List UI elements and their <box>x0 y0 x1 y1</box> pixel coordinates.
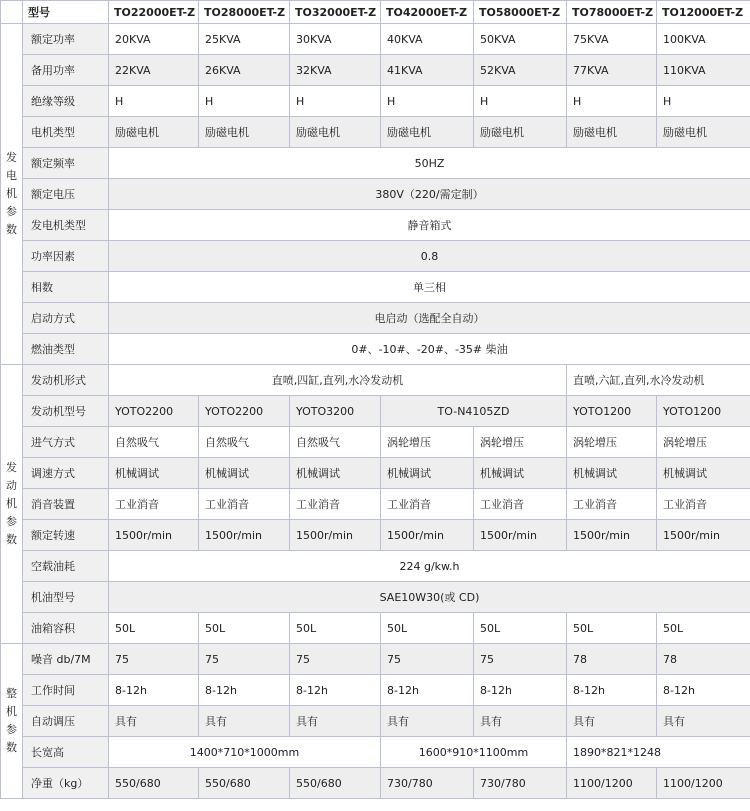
table-cell: 50KVA <box>474 24 567 55</box>
model-header: TO12000ET-Z <box>657 1 750 24</box>
table-cell: H <box>290 86 381 117</box>
table-cell: 1100/1200 <box>567 768 657 799</box>
table-cell: 涡轮增压 <box>657 427 750 458</box>
table-cell: 224 g/kw.h <box>109 551 750 582</box>
table-row <box>1 582 750 613</box>
table-cell: 730/780 <box>474 768 567 799</box>
table-cell: 工业消音 <box>381 489 474 520</box>
row-label: 进气方式 <box>23 427 109 458</box>
table-row <box>1 272 750 303</box>
table-row <box>1 24 750 55</box>
table-cell: 32KVA <box>290 55 381 86</box>
table-cell: 550/680 <box>199 768 290 799</box>
table-cell: 具有 <box>199 706 290 737</box>
table-cell: 30KVA <box>290 24 381 55</box>
table-cell: 具有 <box>109 706 199 737</box>
section-machine <box>1 644 23 799</box>
table-cell: H <box>567 86 657 117</box>
table-row <box>1 148 750 179</box>
row-label: 额定功率 <box>23 24 109 55</box>
table-cell: 8-12h <box>474 675 567 706</box>
row-label: 发电机类型 <box>23 210 109 241</box>
table-cell: 8-12h <box>199 675 290 706</box>
table-cell: 励磁电机 <box>657 117 750 148</box>
table-cell: 励磁电机 <box>474 117 567 148</box>
table-row <box>1 706 750 737</box>
row-label: 绝缘等级 <box>23 86 109 117</box>
row-label: 额定转速 <box>23 520 109 551</box>
table-cell: 涡轮增压 <box>567 427 657 458</box>
table-row <box>1 489 750 520</box>
header-row <box>1 1 750 24</box>
table-cell: 8-12h <box>567 675 657 706</box>
table-cell: 工业消音 <box>199 489 290 520</box>
table-cell: 22KVA <box>109 55 199 86</box>
table-cell: 1400*710*1000mm <box>109 737 381 768</box>
table-cell: 78 <box>657 644 750 675</box>
table-cell: 1500r/min <box>567 520 657 551</box>
table-cell: 50L <box>567 613 657 644</box>
table-cell: 52KVA <box>474 55 567 86</box>
table-cell: 50L <box>381 613 474 644</box>
row-label: 净重（kg） <box>23 768 109 799</box>
table-cell: YOTO1200 <box>567 396 657 427</box>
table-cell: 机械调试 <box>381 458 474 489</box>
table-cell: 机械调试 <box>199 458 290 489</box>
table-cell: 直喷,六缸,直列,水冷发动机 <box>567 365 750 396</box>
table-cell: 1500r/min <box>290 520 381 551</box>
table-cell: 工业消音 <box>474 489 567 520</box>
section-label: 整机参数 <box>6 687 17 754</box>
table-cell: 自然吸气 <box>109 427 199 458</box>
table-cell: 具有 <box>381 706 474 737</box>
row-label: 燃油类型 <box>23 334 109 365</box>
table-cell: YOTO1200 <box>657 396 750 427</box>
table-cell: 1500r/min <box>657 520 750 551</box>
table-row <box>1 768 750 799</box>
table-cell: 静音箱式 <box>109 210 750 241</box>
row-label: 机油型号 <box>23 582 109 613</box>
table-cell: 75 <box>290 644 381 675</box>
row-label: 功率因素 <box>23 241 109 272</box>
table-cell: 机械调试 <box>657 458 750 489</box>
table-cell: 涡轮增压 <box>381 427 474 458</box>
row-label: 电机类型 <box>23 117 109 148</box>
table-cell: 1500r/min <box>381 520 474 551</box>
model-label: 型号 <box>23 1 109 24</box>
table-cell: 550/680 <box>290 768 381 799</box>
table-cell: 1500r/min <box>199 520 290 551</box>
table-cell: 1500r/min <box>474 520 567 551</box>
row-label: 发动机形式 <box>23 365 109 396</box>
table-cell: 工业消音 <box>657 489 750 520</box>
table-cell: YOTO2200 <box>199 396 290 427</box>
table-cell: 机械调试 <box>567 458 657 489</box>
table-cell: H <box>381 86 474 117</box>
table-row <box>1 613 750 644</box>
table-cell: H <box>474 86 567 117</box>
model-header: TO22000ET-Z <box>109 1 199 24</box>
table-row <box>1 551 750 582</box>
table-row <box>1 86 750 117</box>
table-cell: 0#、-10#、-20#、-35# 柴油 <box>109 334 750 365</box>
table-cell: 1890*821*1248 <box>567 737 750 768</box>
table-cell: 41KVA <box>381 55 474 86</box>
table-cell: 75 <box>381 644 474 675</box>
table-cell: 380V（220/需定制） <box>109 179 750 210</box>
row-label: 噪音 db/7M <box>23 644 109 675</box>
table-cell: H <box>199 86 290 117</box>
table-cell: 50L <box>290 613 381 644</box>
table-cell: 机械调试 <box>290 458 381 489</box>
section-engine <box>1 365 23 644</box>
table-cell: 具有 <box>474 706 567 737</box>
table-cell: 50L <box>109 613 199 644</box>
table-row <box>1 396 750 427</box>
row-label: 工作时间 <box>23 675 109 706</box>
section-generator <box>1 24 23 365</box>
table-cell: 具有 <box>567 706 657 737</box>
table-cell: 机械调试 <box>109 458 199 489</box>
table-row <box>1 675 750 706</box>
table-row <box>1 737 750 768</box>
corner-cell <box>1 1 23 24</box>
table-cell: 涡轮增压 <box>474 427 567 458</box>
table-cell: 75 <box>474 644 567 675</box>
table-cell: 直喷,四缸,直列,水冷发动机 <box>109 365 567 396</box>
table-row <box>1 241 750 272</box>
table-cell: 励磁电机 <box>109 117 199 148</box>
table-row <box>1 365 750 396</box>
model-header: TO58000ET-Z <box>474 1 567 24</box>
table-cell: YOTO2200 <box>109 396 199 427</box>
table-cell: 8-12h <box>290 675 381 706</box>
table-cell: 26KVA <box>199 55 290 86</box>
table-cell: SAE10W30(或 CD) <box>109 582 750 613</box>
row-label: 长宽高 <box>23 737 109 768</box>
section-label: 发电机参数 <box>6 151 17 236</box>
table-row <box>1 117 750 148</box>
table-cell: 电启动（选配全自动） <box>109 303 750 334</box>
table-cell: YOTO3200 <box>290 396 381 427</box>
row-label: 额定电压 <box>23 179 109 210</box>
row-label: 自动调压 <box>23 706 109 737</box>
table-cell: 100KVA <box>657 24 750 55</box>
row-label: 备用功率 <box>23 55 109 86</box>
table-cell: 8-12h <box>381 675 474 706</box>
table-cell: 40KVA <box>381 24 474 55</box>
row-label: 相数 <box>23 272 109 303</box>
table-row <box>1 334 750 365</box>
table-cell: 50L <box>657 613 750 644</box>
table-cell: 50HZ <box>109 148 750 179</box>
table-cell: 励磁电机 <box>567 117 657 148</box>
table-cell: 自然吸气 <box>290 427 381 458</box>
table-cell: 77KVA <box>567 55 657 86</box>
table-cell: 1500r/min <box>109 520 199 551</box>
table-cell: 具有 <box>657 706 750 737</box>
table-cell: 工业消音 <box>109 489 199 520</box>
table-cell: 730/780 <box>381 768 474 799</box>
table-cell: 75KVA <box>567 24 657 55</box>
table-row <box>1 427 750 458</box>
section-label: 发动机参数 <box>6 461 17 546</box>
table-row <box>1 458 750 489</box>
table-cell: 75 <box>199 644 290 675</box>
table-row <box>1 179 750 210</box>
table-cell: 0.8 <box>109 241 750 272</box>
row-label: 启动方式 <box>23 303 109 334</box>
row-label: 消音装置 <box>23 489 109 520</box>
row-label: 空载油耗 <box>23 551 109 582</box>
table-cell: H <box>109 86 199 117</box>
row-label: 调速方式 <box>23 458 109 489</box>
table-cell: 励磁电机 <box>290 117 381 148</box>
table-cell: 550/680 <box>109 768 199 799</box>
table-cell: 机械调试 <box>474 458 567 489</box>
table-cell: 工业消音 <box>567 489 657 520</box>
table-cell: 工业消音 <box>290 489 381 520</box>
table-cell: 8-12h <box>657 675 750 706</box>
table-row <box>1 303 750 334</box>
table-cell: 78 <box>567 644 657 675</box>
table-cell: TO-N4105ZD <box>381 396 567 427</box>
table-cell: 20KVA <box>109 24 199 55</box>
table-row <box>1 644 750 675</box>
model-header: TO32000ET-Z <box>290 1 381 24</box>
table-cell: 励磁电机 <box>199 117 290 148</box>
table-cell: 1100/1200 <box>657 768 750 799</box>
table-row <box>1 520 750 551</box>
table-cell: 50L <box>474 613 567 644</box>
model-header: TO78000ET-Z <box>567 1 657 24</box>
table-cell: 110KVA <box>657 55 750 86</box>
table-cell: 具有 <box>290 706 381 737</box>
table-row <box>1 210 750 241</box>
table-row <box>1 55 750 86</box>
table-cell: 8-12h <box>109 675 199 706</box>
row-label: 额定频率 <box>23 148 109 179</box>
model-header: TO28000ET-Z <box>199 1 290 24</box>
table-cell: 1600*910*1100mm <box>381 737 567 768</box>
table-cell: 励磁电机 <box>381 117 474 148</box>
row-label: 油箱容积 <box>23 613 109 644</box>
table-cell: 75 <box>109 644 199 675</box>
model-header: TO42000ET-Z <box>381 1 474 24</box>
table-cell: 自然吸气 <box>199 427 290 458</box>
table-cell: H <box>657 86 750 117</box>
row-label: 发动机型号 <box>23 396 109 427</box>
table-cell: 25KVA <box>199 24 290 55</box>
table-cell: 单三相 <box>109 272 750 303</box>
table-cell: 50L <box>199 613 290 644</box>
